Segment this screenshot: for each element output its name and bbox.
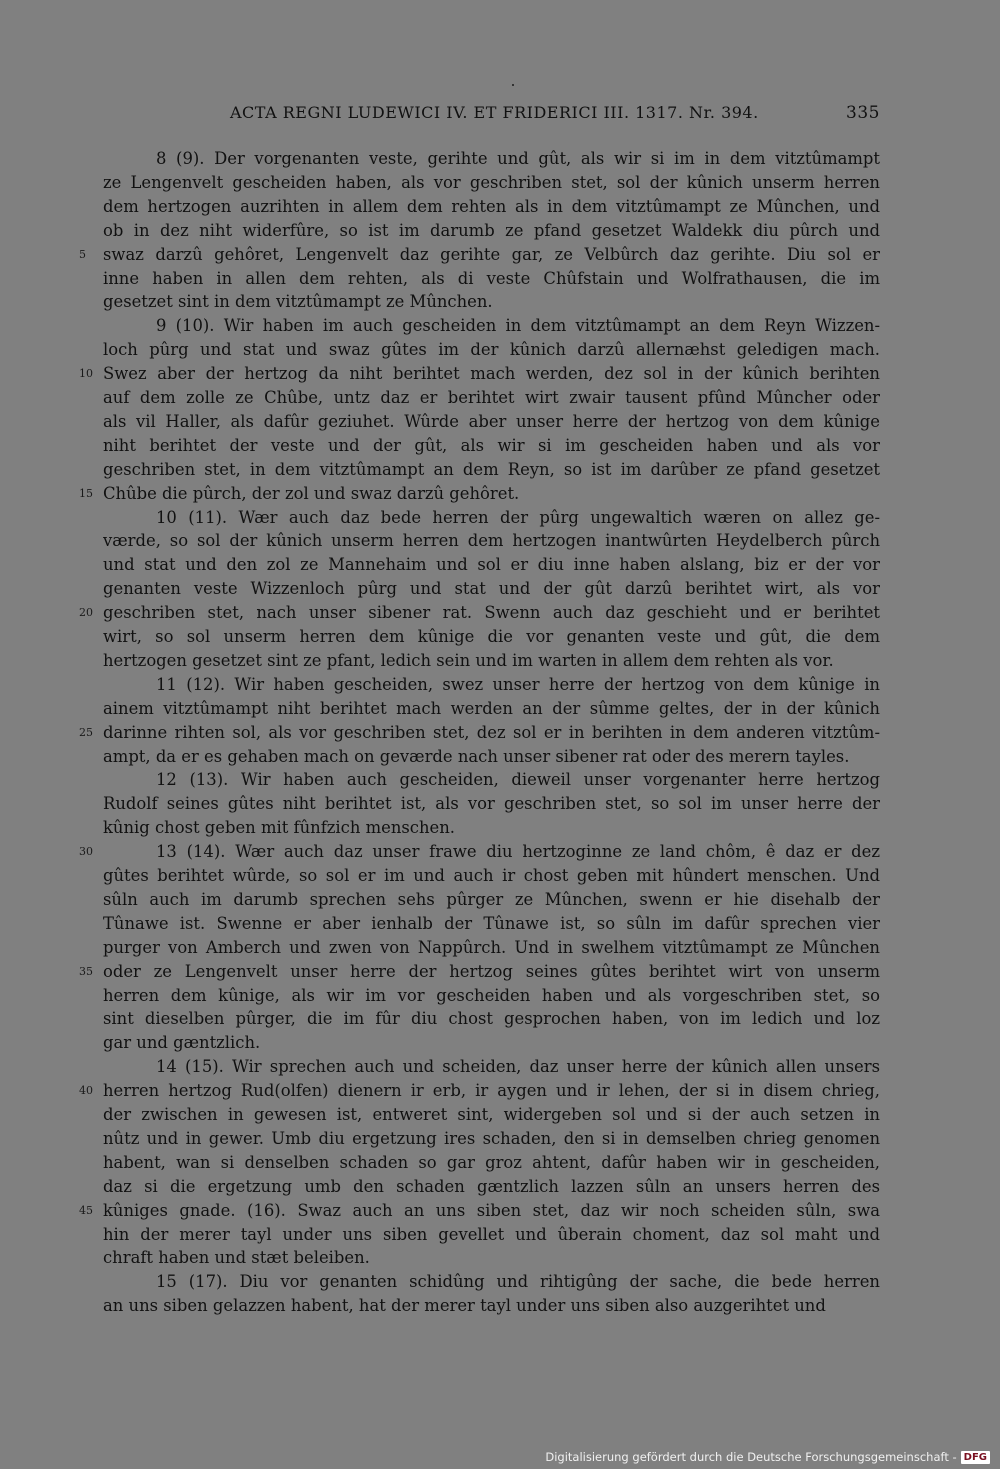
text-line: ob in dez niht widerfûre, so ist im darumb ze pfand gesetzet Waldekk diu pûrch und bbox=[103, 220, 880, 240]
text-line: sint dieselben pûrger, die im fûr diu chost gesprochen haben, von im ledich und loz bbox=[103, 1009, 880, 1029]
text-line: genanten veste Wizzenloch pûrg und stat und der gût darzû berihtet wirt, als vor bbox=[103, 579, 880, 599]
text-line: loch pûrg und stat und swaz gûtes im der kûnich darzû allernæhst geledigen mach. bbox=[103, 340, 880, 360]
text-line: purger von Amberch und zwen von Nappûrch. Und in swelhem vitztûmampt ze Mûnchen bbox=[103, 937, 880, 957]
text-line: gesetzet sint in dem vitztûmampt ze Mûnchen. bbox=[103, 292, 493, 312]
scan-speck bbox=[512, 84, 514, 86]
margin-line-number: 15 bbox=[79, 486, 93, 500]
text-line: Chûbe die pûrch, der zol und swaz darzû gehôret. bbox=[103, 483, 520, 503]
dfg-logo: DFG bbox=[961, 1451, 990, 1464]
text-line: Rudolf seines gûtes niht berihtet ist, als vor geschriben stet, so sol im unser herre der bbox=[103, 794, 880, 814]
text-line: habent, wan si denselben schaden so gar groz ahtent, dafûr haben wir in gescheiden, bbox=[103, 1152, 880, 1172]
text-line: chraft haben und stæt beleiben. bbox=[103, 1248, 370, 1268]
text-line: 9 (10). Wir haben im auch gescheiden in dem vitztûmampt an dem Reyn Wizzen- bbox=[156, 316, 880, 336]
text-line: der zwischen in gewesen ist, entweret sint, widergeben sol und si der auch setzen in bbox=[103, 1105, 880, 1124]
text-line: 14 (15). Wir sprechen auch und scheiden, daz unser herre der kûnich allen unsers bbox=[156, 1057, 880, 1077]
text-line: 11 (12). Wir haben gescheiden, swez unser herre der hertzog von dem kûnige in bbox=[156, 674, 880, 694]
text-line: ze Lengenvelt gescheiden haben, als vor geschriben stet, sol der kûnich unserm herren bbox=[103, 172, 880, 192]
text-line: 12 (13). Wir haben auch gescheiden, dieweil unser vorgenanter herre hertzog bbox=[156, 770, 880, 790]
page-number: 335 bbox=[846, 103, 880, 123]
text-line: værde, so sol der kûnich unserm herren dem hertzogen inantwûrten Heydelberch pûrch bbox=[103, 531, 880, 551]
text-line: hertzogen gesetzet sint ze pfant, ledich sein und im warten in allem dem rehten als vor. bbox=[103, 650, 834, 670]
margin-line-number: 5 bbox=[79, 247, 86, 261]
text-line: an uns siben gelazzen habent, hat der merer tayl under uns siben also auzgerihtet und bbox=[103, 1296, 826, 1316]
text-line: gûtes berihtet wûrde, so sol er im und auch ir chost geben mit hûndert menschen. Und bbox=[103, 866, 880, 885]
text-line: Swez aber der hertzog da niht berihtet mach werden, dez sol in der kûnich berihten bbox=[103, 364, 880, 384]
text-line: geschriben stet, nach unser sibener rat. Swenn auch daz geschieht und er berihtet bbox=[103, 603, 880, 623]
margin-line-number: 30 bbox=[79, 845, 93, 859]
running-head-title: ACTA REGNI LUDEWICI IV. ET FRIDERICI III. 1317. Nr. 394. bbox=[230, 103, 759, 122]
text-line: daz si die ergetzung umb den schaden gæntzlich lazzen sûln an unsers herren des bbox=[103, 1176, 880, 1196]
text-line: kûniges gnade. (16). Swaz auch an uns siben stet, daz wir noch scheiden sûln, swa bbox=[103, 1200, 880, 1220]
text-line: nûtz und in gewer. Umb diu ergetzung ires schaden, den si in demselben chrieg genomen bbox=[103, 1128, 880, 1148]
margin-line-number: 40 bbox=[79, 1084, 93, 1098]
text-line: oder ze Lengenvelt unser herre der hertzog seines gûtes berihtet wirt von unserm bbox=[103, 961, 880, 981]
footer-text: Digitalisierung gefördert durch die Deutsche Forschungsgemeinschaft - bbox=[545, 1450, 957, 1464]
text-line: herren hertzog Rud(olfen) dienern ir erb, ir aygen und ir lehen, der si in disem chrieg, bbox=[103, 1081, 880, 1101]
text-line: darinne rihten sol, als vor geschriben stet, dez sol er in berihten in dem anderen vitztûm- bbox=[103, 722, 880, 742]
text-line: 13 (14). Wær auch daz unser frawe diu hertzoginne ze land chôm, ê daz er dez bbox=[156, 842, 880, 862]
text-line: hin der merer tayl under uns siben gevellet und ûberain choment, daz sol maht und bbox=[103, 1224, 880, 1244]
text-line: ampt, da er es gehaben mach on geværde nach unser sibener rat oder des merern tayles. bbox=[103, 746, 850, 766]
text-line: 15 (17). Diu vor genanten schidûng und rihtigûng der sache, die bede herren bbox=[156, 1272, 880, 1292]
text-line: sûln auch im darumb sprechen sehs pûrger ze Mûnchen, swenn er hie disehalb der bbox=[103, 889, 880, 909]
margin-line-number: 45 bbox=[79, 1203, 93, 1217]
text-line: kûnig chost geben mit fûnfzich menschen. bbox=[103, 818, 456, 838]
margin-line-number: 20 bbox=[79, 606, 93, 620]
text-line: niht berihtet der veste und der gût, als wir si im gescheiden haben und als vor bbox=[103, 435, 880, 455]
text-line: und stat und den zol ze Mannehaim und sol er diu inne haben alslang, biz er der vor bbox=[103, 555, 880, 575]
text-line: ainem vitztûmampt niht berihtet mach werden an der sûmme geltes, der in der kûnich bbox=[103, 698, 880, 718]
text-line: gar und gæntzlich. bbox=[103, 1033, 261, 1053]
margin-line-number: 25 bbox=[79, 725, 93, 739]
margin-line-number: 10 bbox=[79, 367, 93, 381]
text-line: swaz darzû gehôret, Lengenvelt daz gerihte gar, ze Velbûrch daz gerihte. Diu sol er bbox=[103, 244, 880, 264]
text-line: inne haben in allen dem rehten, als di veste Chûfstain und Wolfrathausen, die im bbox=[103, 268, 880, 288]
text-line: 10 (11). Wær auch daz bede herren der pûrg ungewaltich wæren on allez ge- bbox=[156, 507, 880, 527]
margin-line-number: 35 bbox=[79, 964, 93, 978]
text-line: geschriben stet, in dem vitztûmampt an dem Reyn, so ist im darûber ze pfand gesetzet bbox=[103, 459, 880, 479]
text-line: als vil Haller, als dafûr geziuhet. Wûrde aber unser herre der hertzog von dem kûnige bbox=[103, 411, 880, 431]
text-line: auf dem zolle ze Chûbe, untz daz er berihtet wirt zwair tausent pfûnd Mûncher oder bbox=[103, 388, 880, 407]
running-head bbox=[230, 103, 890, 129]
footer bbox=[545, 1450, 990, 1464]
text-line: Tûnawe ist. Swenne er aber ienhalb der Tûnawe ist, so sûln im dafûr sprechen vier bbox=[103, 913, 880, 933]
text-line: 8 (9). Der vorgenanten veste, gerihte und gût, als wir si im in dem vitztûmampt bbox=[156, 149, 880, 168]
text-line: dem hertzogen auzrihten in allem dem rehten als in dem vitztûmampt ze Mûnchen, und bbox=[103, 196, 880, 216]
text-line: wirt, so sol unserm herren dem kûnige die vor genanten veste und gût, die dem bbox=[103, 627, 880, 646]
text-line: herren dem kûnige, als wir im vor gescheiden haben und als vorgeschriben stet, so bbox=[103, 985, 880, 1005]
